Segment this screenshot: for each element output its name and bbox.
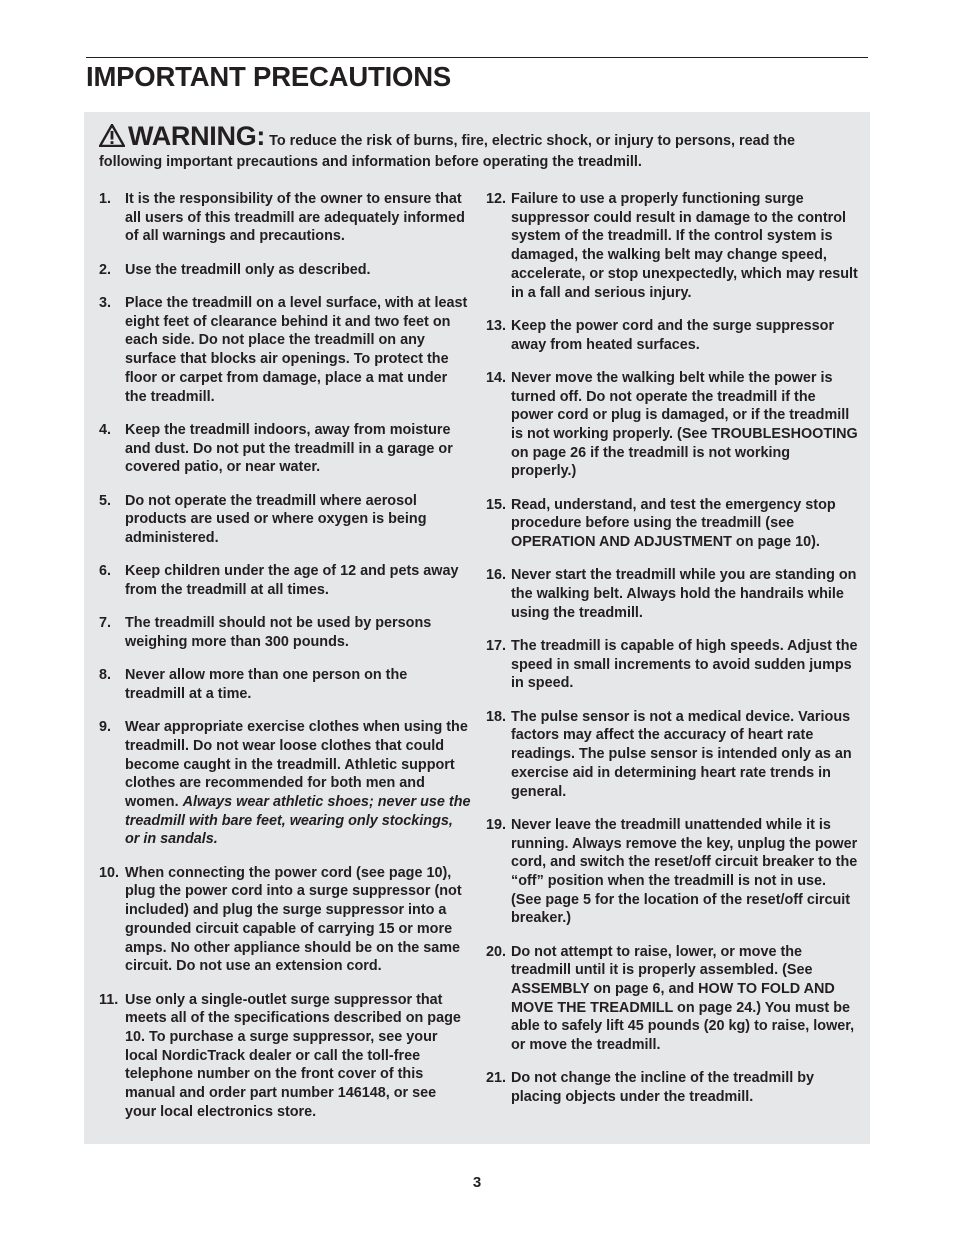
precaution-item [486,637,858,693]
precaution-item [486,816,858,928]
precaution-text: Use the treadmill only as described. [125,261,371,278]
precautions-list-right [486,190,858,1107]
precaution-item [99,864,471,976]
precaution-text: When connecting the power cord (see page 10), plug the power cord into a surge suppressor (not included) and plug the surge suppressor into a grounded circuit capable of carrying 15 or more amps. No other appliance should be on the same circuit. Do not use an extension cord. [125,864,462,975]
precaution-number: 17. [486,638,507,655]
precaution-item [486,708,858,802]
precaution-text: Use only a single-outlet surge suppressor that meets all of the specifications described on page 10. To purchase a surge suppressor, see your local NordicTrack dealer or call the toll-free telephone number on the front cover of this manual and order part number 146148, or see your local electronics store. [125,991,461,1120]
precaution-item [99,718,471,849]
precaution-number: 4. [99,421,112,438]
warning-heading: WARNING: [128,121,266,151]
precaution-text: Do not operate the treadmill where aerosol products are used or where oxygen is being administered. [125,492,427,546]
precaution-number: 11. [99,991,119,1008]
precaution-number: 15. [486,496,507,513]
precaution-number: 3. [99,295,112,311]
precaution-text: Never leave the treadmill unattended while it is running. Always remove the key, unplug the power cord, and switch the reset/off circuit breaker to the “off” position when the treadmill is not in use. (See page 5 for the location of the reset/off circuit breaker.) [511,816,858,927]
precaution-number: 9. [99,719,112,736]
precaution-number: 18. [486,708,507,725]
precautions-panel [84,112,870,1144]
precaution-item [99,294,471,406]
precaution-text: Never move the walking belt while the power is turned off. Do not operate the treadmill if the power cord or plug is damaged, or if the treadmill is not working properly. (See TROUBLESHOOTING on page 26 if the treadmill is not working properly.) [511,369,858,480]
precaution-number: 20. [486,943,507,960]
precaution-text: Never start the treadmill while you are standing on the walking belt. Always hold the handrails while using the treadmill. [511,567,857,621]
precaution-text: Never allow more than one person on the treadmill at a time. [125,667,408,702]
precaution-number: 16. [486,567,507,584]
precaution-number: 19. [486,816,507,833]
precaution-number: 21. [486,1070,507,1087]
precaution-item [99,190,471,246]
precaution-item [486,566,858,622]
precaution-number: 1. [99,191,112,207]
precaution-text: Keep children under the age of 12 and pets away from the treadmill at all times. [125,563,459,598]
precaution-item [99,614,471,651]
precaution-number: 6. [99,563,112,580]
precaution-item [486,1069,858,1106]
precaution-text: Keep the treadmill indoors, away from moisture and dust. Do not put the treadmill in a garage or covered patio, or near water. [125,421,453,476]
precaution-item [486,943,858,1055]
precautions-column-right [486,190,858,1121]
warning-notice [99,121,859,172]
precaution-text: Do not attempt to raise, lower, or move the treadmill until it is properly assembled. (See ASSEMBLY on page 6, and HOW TO FOLD AND MOVE THE TREADMILL on page 24.) You must be able to safely lift 45 pounds (20 kg) to raise, lower, or move the treadmill. [511,943,855,1054]
precaution-number: 10. [99,864,120,881]
precaution-item [99,261,471,280]
precaution-number: 5. [99,492,112,509]
precaution-item [99,421,471,477]
top-rule [86,57,868,58]
warning-text: To reduce the risk of burns, fire, electric shock, or injury to persons, read the following important precautions and information before operating the treadmill. [99,133,796,170]
precaution-item [486,369,858,481]
precautions-column-left [99,190,471,1136]
precaution-text: Failure to use a properly functioning surge suppressor could result in damage to the control system of the treadmill. If the control system is damaged, the walking belt may change speed, accelerate, or stop unexpectedly, which may result in a fall and serious injury. [511,191,858,301]
precaution-text: The treadmill should not be used by persons weighing more than 300 pounds. [125,615,432,650]
precaution-text: The pulse sensor is not a medical device. Various factors may affect the accuracy of heart rate readings. The pulse sensor is intended only as an exercise aid in determining heart rate trends in general. [511,708,852,800]
precaution-text: Keep the power cord and the surge suppressor away from heated surfaces. [511,317,835,353]
precaution-number: 7. [99,615,112,632]
warning-triangle-icon [99,124,125,153]
page-title: IMPORTANT PRECAUTIONS [86,61,452,92]
precaution-text: Read, understand, and test the emergency stop procedure before using the treadmill (see OPERATION AND ADJUSTMENT on page 10). [511,496,836,551]
precaution-number: 12. [486,191,507,207]
precaution-item [99,492,471,548]
precaution-item [486,496,858,552]
precaution-text: The treadmill is capable of high speeds. Adjust the speed in small increments to avoid sudden jumps in speed. [511,638,858,692]
precaution-text: Place the treadmill on a level surface, with at least eight feet of clearance behind it and two feet on each side. Do not place the treadmill on any surface that blocks air openings. To protect the floor or carpet from damage, place a mat under the treadmill. [125,295,468,405]
precaution-number: 14. [486,369,507,386]
precaution-item [486,317,858,354]
precaution-item [99,666,471,703]
page-number: 3 [472,1174,482,1191]
precaution-italic-text: Always wear athletic shoes; never use the treadmill with bare feet, wearing only stockings, or in sandals. [125,794,471,848]
precaution-number: 13. [486,317,507,334]
precaution-text: Wear appropriate exercise clothes when using the treadmill. Do not wear loose clothes that could become caught in the treadmill. Athletic support clothes are recommended for both men and women. [125,719,468,811]
precaution-text: Do not change the incline of the treadmill by placing objects under the treadmill. [511,1070,815,1106]
precaution-item [99,991,471,1122]
precaution-number: 2. [99,261,112,278]
precaution-item [486,190,858,302]
precautions-list-left [99,190,471,1121]
precaution-number: 8. [99,667,112,684]
precaution-text: It is the responsibility of the owner to ensure that all users of this treadmill are adequately informed of all warnings and precautions. [125,191,465,245]
precaution-item [99,562,471,599]
